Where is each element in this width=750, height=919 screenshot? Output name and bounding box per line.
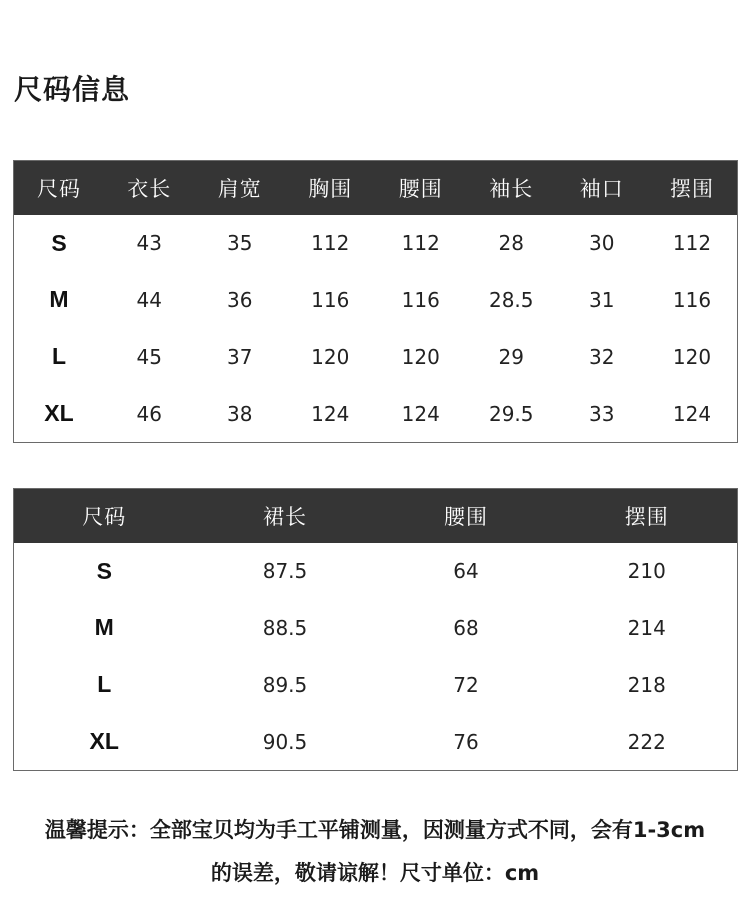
measurement-note-line-1: 温馨提示：全部宝贝均为手工平铺测量，因测量方式不同，会有1-3cm xyxy=(44,818,706,842)
table-cell: 112 xyxy=(311,231,350,255)
table-row xyxy=(14,599,738,656)
table-cell: 28 xyxy=(498,231,524,255)
table-cell: 222 xyxy=(627,729,666,754)
table-cell: 124 xyxy=(401,401,440,426)
bottom-size-table xyxy=(13,488,738,771)
table-cell: 89.5 xyxy=(262,672,308,697)
table-row xyxy=(14,385,738,443)
page-title: 尺码信息 xyxy=(14,73,131,106)
size-label: S xyxy=(51,229,67,256)
table-cell: 88.5 xyxy=(262,615,308,640)
header-length: 衣长 xyxy=(104,161,195,216)
bottom-table-header-row xyxy=(14,489,738,544)
table-row xyxy=(14,656,738,713)
size-label: L xyxy=(51,343,67,369)
table-cell: 76 xyxy=(453,729,479,754)
table-cell: 124 xyxy=(672,401,712,426)
table-cell: 68 xyxy=(453,615,479,640)
table-cell: 30 xyxy=(589,231,615,255)
table-cell: 33 xyxy=(589,401,615,426)
header-size: 尺码 xyxy=(14,489,195,544)
header-hem: 摆围 xyxy=(647,161,738,216)
table-cell: 35 xyxy=(227,231,253,255)
table-cell: 44 xyxy=(136,287,162,312)
table-cell: 43 xyxy=(136,231,162,255)
table-row xyxy=(14,713,738,771)
table-cell: 45 xyxy=(136,344,162,369)
table-cell: 37 xyxy=(227,344,253,369)
table-row xyxy=(14,543,738,599)
table-cell: 116 xyxy=(401,287,440,312)
table-cell: 38 xyxy=(227,401,253,426)
table-cell: 210 xyxy=(627,559,666,583)
table-cell: 29.5 xyxy=(488,401,534,426)
header-waist: 腰围 xyxy=(376,489,557,544)
header-waist: 腰围 xyxy=(376,161,467,216)
table-cell: 116 xyxy=(672,287,712,312)
table-cell: 31 xyxy=(589,287,615,312)
table-cell: 116 xyxy=(311,287,350,312)
header-chest: 胸围 xyxy=(285,161,376,216)
size-label: M xyxy=(49,286,69,312)
header-hem: 摆围 xyxy=(557,489,738,544)
header-cuff: 袖口 xyxy=(557,161,648,216)
size-label: XL xyxy=(89,728,119,754)
measurement-note-line-2: 的误差，敬请谅解！尺寸单位：cm xyxy=(210,861,540,885)
size-label: M xyxy=(94,614,114,640)
top-table-header-row xyxy=(14,161,738,216)
table-cell: 87.5 xyxy=(262,559,308,583)
size-label: XL xyxy=(44,400,74,426)
table-cell: 124 xyxy=(311,401,350,426)
header-size: 尺码 xyxy=(14,161,105,216)
table-cell: 28.5 xyxy=(488,287,534,312)
table-cell: 32 xyxy=(589,344,615,369)
table-cell: 112 xyxy=(672,231,712,255)
table-row xyxy=(14,271,738,328)
table-cell: 36 xyxy=(227,287,253,312)
table-cell: 218 xyxy=(627,672,666,697)
table-cell: 214 xyxy=(627,615,666,640)
table-cell: 120 xyxy=(311,344,350,369)
table-cell: 46 xyxy=(136,401,162,426)
header-sleeve-length: 袖长 xyxy=(466,161,557,216)
top-size-table xyxy=(13,160,738,443)
table-row xyxy=(14,328,738,385)
size-label: S xyxy=(96,557,112,584)
table-row xyxy=(14,215,738,271)
table-cell: 112 xyxy=(401,231,440,255)
table-cell: 90.5 xyxy=(262,729,308,754)
table-cell: 72 xyxy=(453,672,479,697)
table-cell: 120 xyxy=(401,344,440,369)
table-cell: 120 xyxy=(672,344,712,369)
size-label: L xyxy=(97,671,112,697)
table-cell: 64 xyxy=(453,559,479,583)
header-shoulder: 肩宽 xyxy=(195,161,286,216)
table-cell: 29 xyxy=(498,344,524,369)
header-skirt-length: 裙长 xyxy=(195,489,376,544)
